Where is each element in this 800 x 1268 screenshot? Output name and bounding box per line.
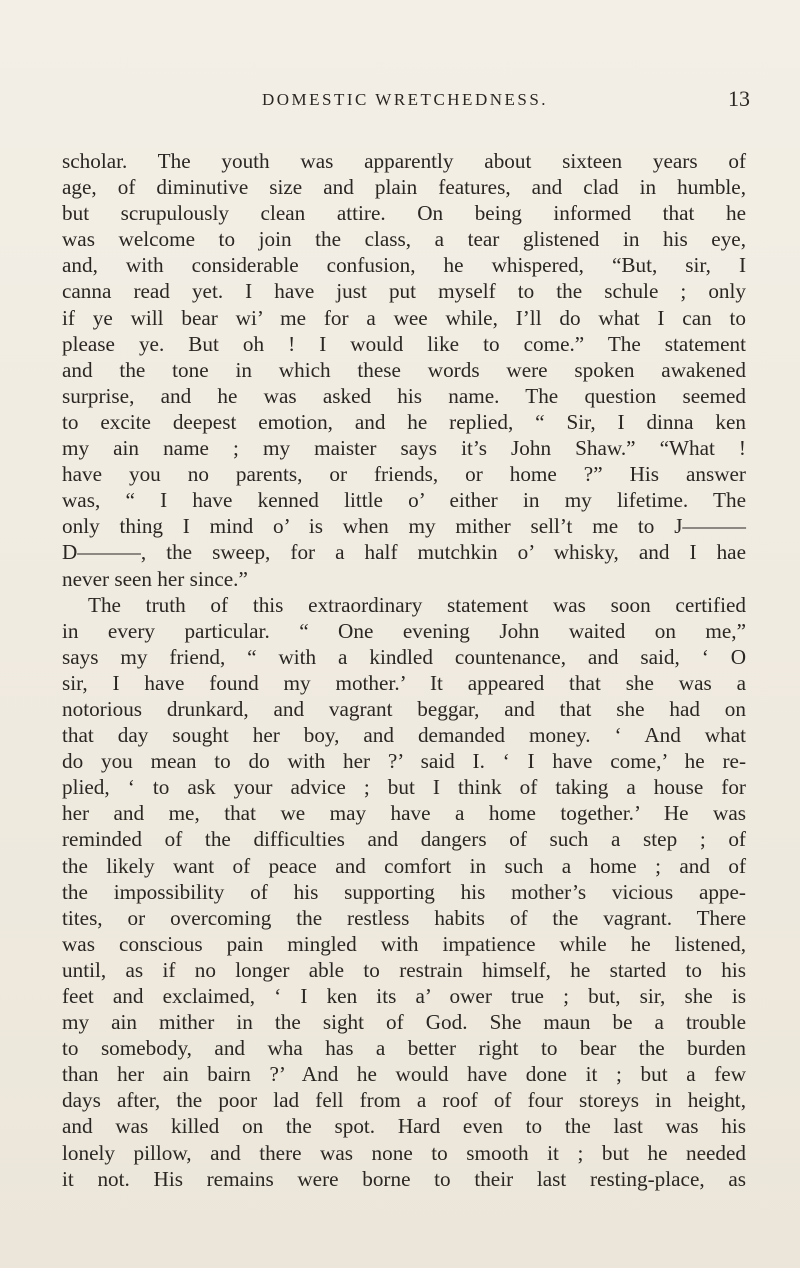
text-line: tites, or overcoming the restless habits of the vagrant. There [62,905,746,930]
text-line: that day sought her boy, and demanded money. ‘ And what [62,723,746,748]
text-line: says my friend, “ with a kindled countenance, and said, ‘ O [62,644,746,669]
text-line: The truth of this extraordinary statement was soon certified [88,592,746,617]
text-line: to excite deepest emotion, and he replied, “ Sir, I dinna ken [62,409,746,434]
text-line: age, of diminutive size and plain features, and clad in humble, [62,175,746,200]
text-line: canna read yet. I have just put myself to the schule ; only [62,279,746,304]
text-line: it not. His remains were borne to their last resting-place, as [62,1166,746,1191]
text-line: notorious drunkard, and vagrant beggar, and that she had on [62,696,746,721]
text-line: and, with considerable confusion, he whispered, “But, sir, I [62,253,746,278]
text-line: feet and exclaimed, ‘ I ken its a’ ower true ; but, sir, she is [62,984,746,1008]
text-line: than her ain bairn ?’ And he would have done it ; but a few [62,1062,746,1087]
page-header [60,86,750,116]
text-line: only thing I mind o’ is when my mither sell’t me to J——— [62,514,746,539]
text-line: sir, I have found my mother.’ It appeared that she was a [62,670,746,695]
body-text [62,148,746,1192]
text-line: the likely want of peace and comfort in such a home ; and of [62,853,746,878]
text-line: my ain name ; my maister says it’s John Shaw.” “What ! [62,436,746,461]
text-line: scholar. The youth was apparently about sixteen years of [62,149,746,173]
text-line: never seen her since.” [62,566,248,591]
text-line: to somebody, and wha has a better right to bear the burden [62,1036,746,1061]
text-line: do you mean to do with her ?’ said I. ‘ I have come,’ he re- [62,749,746,774]
text-line: if ye will bear wi’ me for a wee while, I’ll do what I can to [62,305,746,330]
text-line: was conscious pain mingled with impatience while he listened, [62,931,746,956]
text-line: was, “ I have kenned little o’ either in my lifetime. The [62,488,746,513]
text-line: please ye. But oh ! I would like to come.” The statement [62,331,746,356]
text-line: in every particular. “ One evening John waited on me,” [62,618,746,643]
text-line: days after, the poor lad fell from a roof of four storeys in height, [62,1088,746,1113]
running-title: DOMESTIC WRETCHEDNESS. [261,90,549,109]
text-line: the impossibility of his supporting his mother’s vicious appe- [62,879,746,904]
text-line: and the tone in which these words were spoken awakened [62,357,746,382]
text-line: her and me, that we may have a home together.’ He was [62,801,746,826]
text-line: but scrupulously clean attire. On being informed that he [62,201,746,226]
text-line: plied, ‘ to ask your advice ; but I think of taking a house for [62,775,746,800]
text-line: surprise, and he was asked his name. The question seemed [62,383,746,408]
page-number: 13 [728,86,750,111]
text-line: have you no parents, or friends, or home ?” His answer [62,462,746,487]
text-line: was welcome to join the class, a tear glistened in his eye, [62,227,746,252]
text-line: until, as if no longer able to restrain himself, he started to his [62,957,746,982]
text-line: D———, the sweep, for a half mutchkin o’ whisky, and I hae [62,540,746,565]
text-line: lonely pillow, and there was none to smooth it ; but he needed [62,1140,746,1165]
text-line: and was killed on the spot. Hard even to the last was his [62,1114,746,1139]
text-line: my ain mither in the sight of God. She maun be a trouble [62,1010,746,1035]
text-line: reminded of the difficulties and dangers of such a step ; of [62,827,746,852]
